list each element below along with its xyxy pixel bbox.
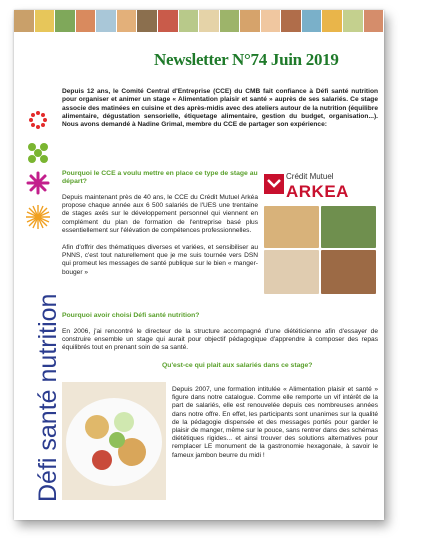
food-plate-photo [62,382,166,500]
logo-line2: ARKEA [286,182,349,201]
question-1: Pourquoi le CCE a voulu mettre en place ce type de stage au départ? [62,170,258,186]
red-dots-icon [29,111,47,129]
intro-paragraph: Depuis 12 ans, le Comité Central d'Entreprise (CCE) du CMB fait confiance à Défi santé nutrition pour organiser et animer un stage « Alimentation plaisir et santé » auprès de ses salariés. Ce stage associe des matinées en cuisine et des après-midis avec des ateliers autour de la nutrition (équilibre alimentaire, dégustation sensorielle, étiquetage alimentaire, gestion du budget, organisation...). Nous avons demandé à Nadine Grimal, membre du CCE de partager son expérience: [62,88,378,129]
header-photo-strip [14,10,384,32]
answer-1: Depuis maintenant près de 40 ans, le CCE du Crédit Mutuel Arkéa propose chaque année aux 6 500 salariés de l'UES une trentaine de stages axés sur le développement personnel qui viennent en complément du plan de formation de l'entreprise basé plus essentiellement sur l'élévation de compétences professionnelles. [62,194,258,234]
logo-line1: Crédit Mutuel [286,172,334,181]
side-title-text: Défi santé nutrition [34,293,62,502]
question-3: Qu'est-ce qui plait aux salariés dans ce stage? [162,362,313,369]
newsletter-page [14,10,384,520]
answer-1b: Afin d'offrir des thématiques diverses et variées, et sensibiliser au PNNS, c'est tout naturellement que je me suis tournée vers DSN qui promeut les messages de santé publique sur le bien « manger-bouger » [62,244,258,276]
question-2: Pourquoi avoir choisi Défi santé nutrition? [62,312,200,319]
answer-3: Depuis 2007, une formation intitulée « Alimentation plaisir et santé » figure dans notre catalogue. Comme elle remporte un vif intérêt de la part de salariés, elle est renouvelée depuis ces nombreuses années dans notre offre. En effet, les participants sont unanimes sur la qualité de la pédagogie dispensée et des messages portés pour garder le plaisir de manger, même sur le pouce, sans rentrer dans des schémas diététiques rigides... et ainsi trouver des solutions alternatives pour remplacer LE monument de la gastronomie hexagonale, à savoir le fameux jambon beurre du midi ! [172,386,378,459]
green-cross-icon [28,143,48,163]
side-title [16,190,62,510]
cooking-photo-1 [264,206,319,248]
cooking-photo-4 [321,250,376,294]
arkea-logo-icon [264,174,286,196]
newsletter-headline: Newsletter N°74 Juin 2019 [154,50,339,69]
cooking-photo-3 [264,250,319,294]
answer-2: En 2006, j'ai rencontré le directeur de la structure accompagné d'une diététicienne afin d'essayer de construire ensemble un stage qui aurait pour objectif pédagogique d'apprendre à composer des repas équilibrés tout en prenant soin de sa santé. [62,328,378,352]
cooking-photo-2 [321,206,376,248]
